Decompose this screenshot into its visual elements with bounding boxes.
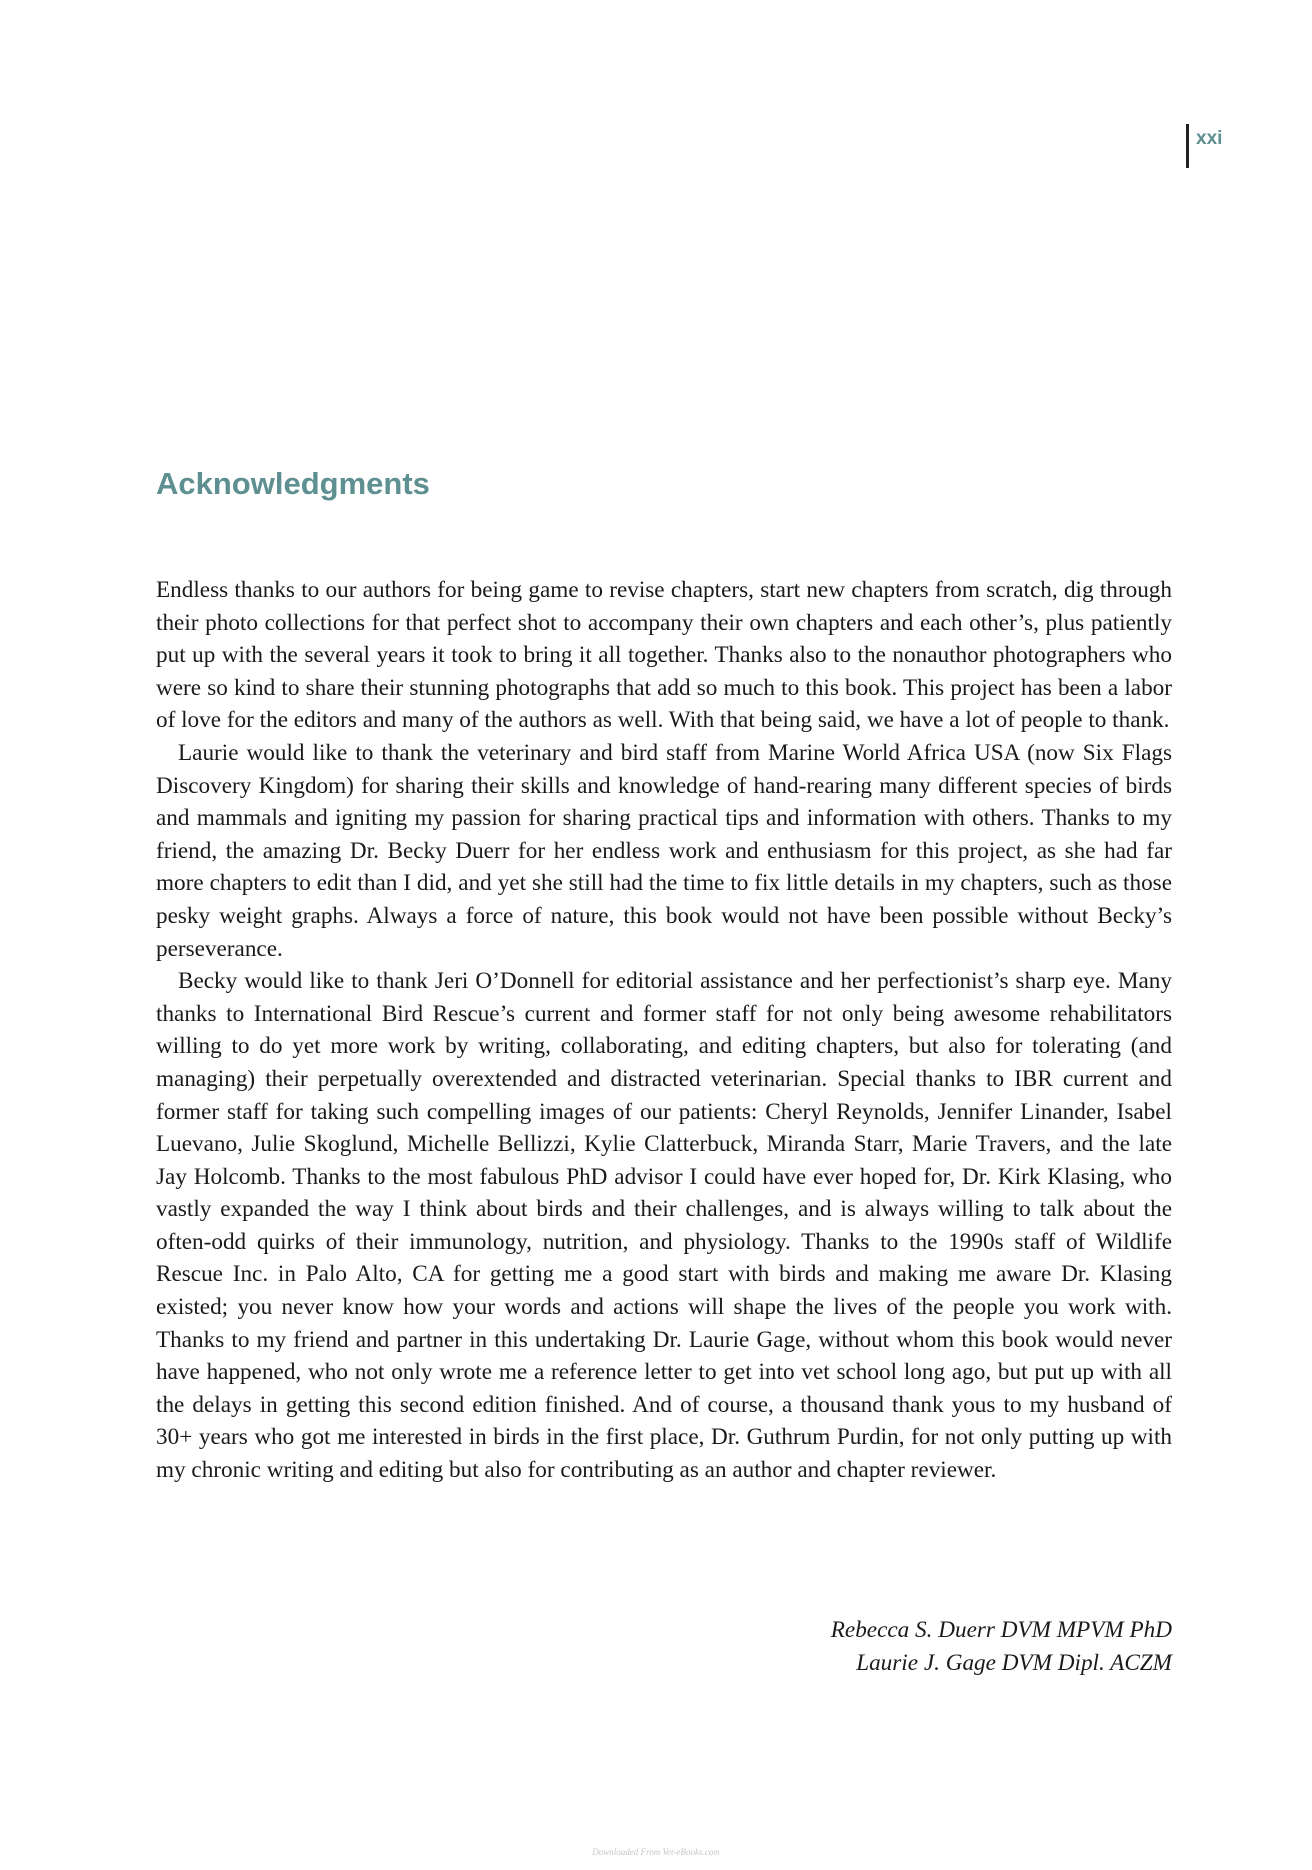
paragraph-authors: Endless thanks to our authors for being game to revise chapters, start new chapters from scratch, dig through their photo collections for that perfect shot to accompany their own chapters and each other’s, plus patiently put up with the several years it took to bring it all together. Thanks also to the nonauthor photographers who were so kind to share their stunning photographs that add so much to this book. This project has been a labor of love for the editors and many of the authors as well. With that being said, we have a lot of people to thank. bbox=[156, 577, 1172, 734]
download-watermark: Downloaded From Vet-eBooks.com bbox=[592, 1847, 720, 1857]
page-number-rule bbox=[1186, 124, 1189, 168]
signature-duerr: Rebecca S. Duerr DVM MPVM PhD bbox=[830, 1617, 1172, 1643]
acknowledgments-body bbox=[156, 574, 1172, 1487]
paragraph-becky: Becky would like to thank Jeri O’Donnell for editorial assistance and her perfectionist’s sharp eye. Many thanks to International Bird Rescue’s current and former staff for not only being awesome rehabilitators willing to do yet more work by writing, collaborating, and editing chapters, but also for tolerating (and managing) their perpetually overextended and distracted veterinarian. Special thanks to IBR current and former staff for taking such compelling images of our patients: Cheryl Reynolds, Jennifer Linander, Isabel Luevano, Julie Skoglund, Michelle Bellizzi, Kylie Clatterbuck, Miranda Starr, Marie Travers, and the late Jay Holcomb. Thanks to the most fabulous PhD advisor I could have ever hoped for, Dr. Kirk Klasing, who vastly expanded the way I think about birds and their challenges, and is always willing to talk about the often-odd quirks of their immunology, nutrition, and physiology. Thanks to the 1990s staff of Wildlife Rescue Inc. in Palo Alto, CA for getting me a good start with birds and making me aware Dr. Klasing existed; you never know how your words and actions will shape the lives of the people you work with. Thanks to my friend and partner in this undertaking Dr. Laurie Gage, without whom this book would never have happened, who not only wrote me a reference letter to get into vet school long ago, but put up with all the delays in getting this second edition finished. And of course, a thousand thank yous to my husband of 30+ years who got me interested in birds in the first place, Dr. Guthrum Purdin, for not only putting up with my chronic writing and editing but also for contributing as an author and chapter reviewer. bbox=[156, 968, 1172, 1484]
page-number: xxi bbox=[1196, 128, 1223, 149]
paragraph-laurie: Laurie would like to thank the veterinary and bird staff from Marine World Africa USA (now Six Flags Discovery Kingdom) for sharing their skills and knowledge of hand-rearing many different species of birds and mammals and igniting my passion for sharing practical tips and information with others. Thanks to my friend, the amazing Dr. Becky Duerr for her endless work and enthusiasm for this project, as she had far more chapters to edit than I did, and yet she still had the time to fix little details in my chapters, such as those pesky weight graphs. Always a force of nature, this book would not have been possible without Becky’s perseverance. bbox=[156, 739, 1172, 962]
signature-gage: Laurie J. Gage DVM Dipl. ACZM bbox=[856, 1649, 1172, 1676]
page-title: Acknowledgments bbox=[156, 466, 430, 501]
signature-block bbox=[600, 1614, 1172, 1679]
